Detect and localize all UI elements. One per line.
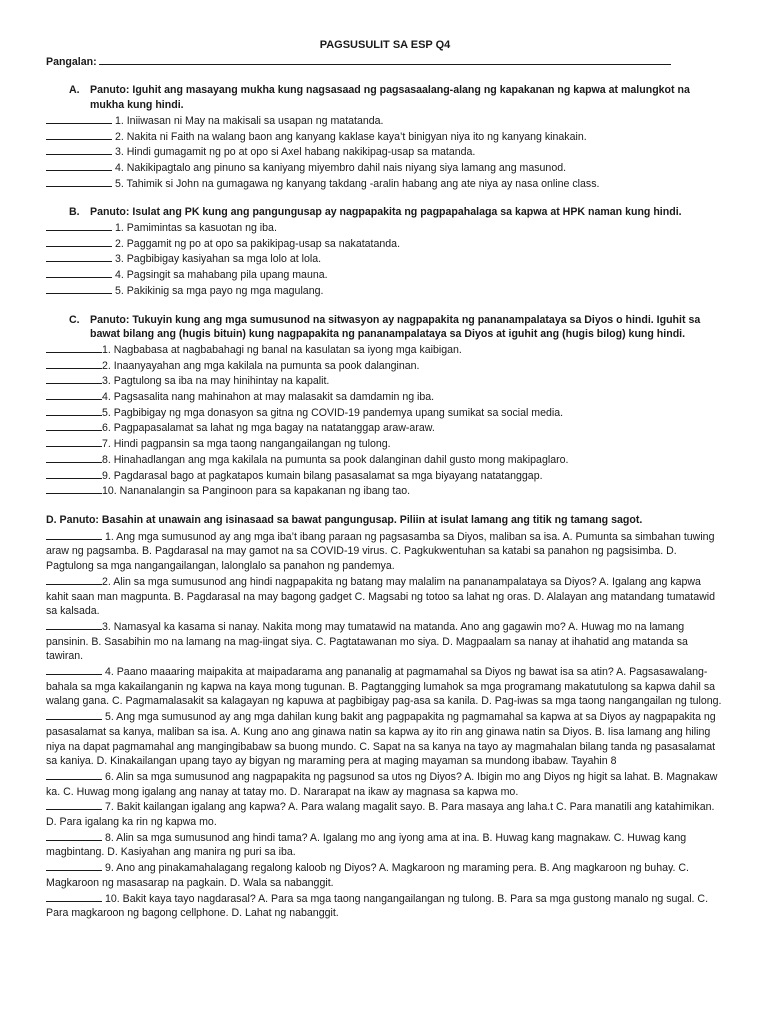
answer-blank[interactable] xyxy=(46,664,102,675)
answer-blank[interactable] xyxy=(46,144,112,155)
section-d-instruction: D. Panuto: Basahin at unawain ang isinasaad sa bawat pangungusap. Piliin at isulat lamang ang titik ng tamang sagot. xyxy=(46,513,643,526)
answer-blank[interactable] xyxy=(46,799,102,810)
answer-blank[interactable] xyxy=(46,283,112,294)
answer-blank[interactable] xyxy=(46,619,102,630)
answer-blank[interactable] xyxy=(46,160,112,171)
section-b-letter: B. xyxy=(69,206,80,219)
list-item: 9. Pagdarasal bago at pagkatapos kumain bilang pasasalamat sa mga biyayang natatanggap. xyxy=(46,468,726,484)
list-item: 10. Nananalangin sa Panginoon para sa kapakanan ng ibang tao. xyxy=(46,483,726,499)
question-item: 10. Bakit kaya tayo nagdarasal? A. Para sa mga taong nangangailangan ng tulong. B. Para sa mga gustong manalo ng sugal. C. Para magkaroon ng bagong cellphone. D. Lahat ng nabanggit. xyxy=(46,892,709,920)
page-title: PAGSUSULIT SA ESP Q4 xyxy=(319,39,451,51)
answer-blank[interactable] xyxy=(46,405,102,416)
answer-blank[interactable] xyxy=(46,483,102,494)
answer-blank[interactable] xyxy=(46,420,102,431)
question-item: 1. Ang mga sumusunod ay ang mga iba’t ibang paraan ng pagsasamba sa Diyos, maliban sa isa. A. Pumunta sa simbahan tuwing araw ng pagsamba. B. Pagdarasal na may gamot na sa COVID-19 virus. C. Pagkukwentuhan sa katabi sa panahon ng pagsisimba. D. Pagtulong sa mga nangangailangan, lalonglalo sa panahon ng pandemya. xyxy=(46,530,715,573)
answer-blank[interactable] xyxy=(46,436,102,447)
list-item: 4. Pagsingit sa mahabang pila upang mauna. xyxy=(46,267,726,283)
section-a-letter: A. xyxy=(69,84,80,97)
question-item: 6. Alin sa mga sumusunod ang nagpapakita ng pagsunod sa utos ng Diyos? A. Ibigin mo ang Diyos ng higit sa lahat. B. Magnakaw ka. C. Huwag mong igalang ang nanay at tatay mo. D. Nararapat na ikaw ay magnasa sa kapwa mo. xyxy=(46,770,718,798)
answer-blank[interactable] xyxy=(46,267,112,278)
answer-blank[interactable] xyxy=(46,830,102,841)
answer-blank[interactable] xyxy=(46,251,112,262)
section-a-instruction-text: Panuto: Iguhit ang masayang mukha kung nagsasaad ng pagsasaalang-alang ng kapakanan ng kapwa at malungkot na mukha kung hindi. xyxy=(90,84,690,112)
section-d xyxy=(46,513,726,921)
answer-blank[interactable] xyxy=(46,891,102,902)
list-item: 3. Pagtulong sa iba na may hinihintay na kapalit. xyxy=(46,373,726,389)
answer-blank[interactable] xyxy=(46,113,112,124)
list-item: 4. Pagsasalita nang mahinahon at may malasakit sa damdamin ng iba. xyxy=(46,389,726,405)
section-c-instruction xyxy=(46,313,726,342)
question-item: 2. Alin sa mga sumusunod ang hindi nagpapakita ng batang may malalim na pananampalataya sa Diyos? A. Igalang ang kapwa kahit saan man magpunta. B. Pagdarasal na may bagong gadget C. Magsabi ng totoo sa lahat ng oras. D. Alalayan ang matandang tumatawid sa kalsada. xyxy=(46,575,716,618)
list-item: 6. Pagpapasalamat sa lahat ng mga bagay na natatanggap araw-araw. xyxy=(46,420,726,436)
list-item: 1. Iniiwasan ni May na makisali sa usapan ng matatanda. xyxy=(46,113,726,129)
answer-blank[interactable] xyxy=(46,769,102,780)
name-blank-line[interactable] xyxy=(99,54,671,65)
section-a-instruction xyxy=(46,83,726,112)
answer-blank[interactable] xyxy=(46,389,102,400)
question-item: 4. Paano maaaring maipakita at maipadarama ang pananalig at pagmamahal sa Diyos ng bawat isa sa atin? A. Pagsasawalang-bahala sa mga kakailanganin ng kapwa na kaya mong tugunan. B. Pagtangging lumahok sa mga programang makatutulong sa kapwa dahil sa walang gana. C. Pagmamalasakit sa kalagayan ng kapuwa at pagbibigay pag-asa sa kanila. D. Pag-iwas sa mga taong nangangailan ng tulong. xyxy=(46,666,722,708)
section-a xyxy=(46,83,726,191)
answer-blank[interactable] xyxy=(46,468,102,479)
section-c-letter: C. xyxy=(69,313,80,326)
list-item: 2. Nakita ni Faith na walang baon ang kanyang kaklase kaya’t binigyan niya ito ng kanyang kinakain. xyxy=(46,129,726,145)
section-b-instruction-text: Panuto: Isulat ang PK kung ang pangungusap ay nagpapakita ng pagpapahalaga sa kapwa at HPK naman kung hindi. xyxy=(90,206,682,219)
answer-blank[interactable] xyxy=(46,236,112,247)
answer-blank[interactable] xyxy=(46,373,102,384)
section-c-instruction-text: Panuto: Tukuyin kung ang mga sumusunod na sitwasyon ay nagpapakita ng pananampalataya sa Diyos o hindi. Iguhit sa bawat bilang ang (hugis bituin) kung nagpapakita ng pananampalataya sa Diyos at iguhit ang (hugis bilog) kung hindi. xyxy=(90,313,701,341)
list-item: 3. Hindi gumagamit ng po at opo si Axel habang nakikipag-usap sa matanda. xyxy=(46,144,726,160)
answer-blank[interactable] xyxy=(46,860,102,871)
list-item: 4. Nakikipagtalo ang pinuno sa kaniyang miyembro dahil nais niyang siya lamang ang masunod. xyxy=(46,160,726,176)
section-b xyxy=(46,205,726,298)
section-b-instruction xyxy=(46,205,726,220)
answer-blank[interactable] xyxy=(46,176,112,187)
list-item: 5. Pakikinig sa mga payo ng mga magulang. xyxy=(46,283,726,299)
list-item: 1. Pamimintas sa kasuotan ng iba. xyxy=(46,220,726,236)
answer-blank[interactable] xyxy=(46,452,102,463)
question-item: 8. Alin sa mga sumusunod ang hindi tama? A. Igalang mo ang iyong ama at ina. B. Huwag kang magnakaw. C. Huwag kang magbintang. D. Kasiyahan ang manira ng puri sa iba. xyxy=(46,831,687,859)
answer-blank[interactable] xyxy=(46,220,112,231)
list-item: 3. Pagbibigay kasiyahan sa mga lolo at lola. xyxy=(46,251,726,267)
question-item: 9. Ano ang pinakamahalagang regalong kaloob ng Diyos? A. Magkaroon ng maraming pera. B. Ang magkaroon ng buhay. C. Magkaroon ng masasarap na pagkain. D. Wala sa nabanggit. xyxy=(46,862,689,889)
list-item: 7. Hindi pagpansin sa mga taong nangangailangan ng tulong. xyxy=(46,436,726,452)
name-field-row xyxy=(46,54,726,70)
list-item: 5. Pagbibigay ng mga donasyon sa gitna ng COVID-19 pandemya upang sumikat sa social media. xyxy=(46,405,726,421)
list-item: 2. Inaanyayahan ang mga kakilala na pumunta sa pook dalanginan. xyxy=(46,358,726,374)
section-c xyxy=(46,313,726,499)
list-item: 8. Hinahadlangan ang mga kakilala na pumunta sa pook dalanginan dahil gusto mong makipaglaro. xyxy=(46,452,726,468)
list-item: 2. Paggamit ng po at opo sa pakikipag-usap sa nakatatanda. xyxy=(46,236,726,252)
answer-blank[interactable] xyxy=(46,574,102,585)
quiz-page xyxy=(46,38,726,935)
question-item: 3. Namasyal ka kasama si nanay. Nakita mong may tumatawid na matanda. Ano ang gagawin mo? A. Huwag mo na lamang pansinin. B. Sasabihin mo na lamang na mag-iingat siya. C. Pagtatawanan mo siya. D. Magpaalam sa nanay at ihahatid ang matanda sa tawiran. xyxy=(46,620,688,663)
question-item: 5. Ang mga sumusunod ay ang mga dahilan kung bakit ang pagpapakita ng pagmamahal sa kapwa at sa Diyos ay nagpapakita ng pasasalamat sa kanya, maliban sa isa. A. Kung ano ang ginawa natin sa kapwa ay ito rin ang ginawa natin sa Diyos. B. Iisa lamang ang hiling niya na dapat pagmamahal ang mangingibabaw sa buong mundo. C. Sapat na sa kanya na tayo ay magmahalan bilang tanda ng pasasalamat sa kaniya. D. Kinakailangan upang tayo ay bigyan ng maraming pera at maging mayaman sa mundong ibabaw. Tayahin 8 xyxy=(46,711,716,768)
answer-blank[interactable] xyxy=(46,709,102,720)
answer-blank[interactable] xyxy=(46,342,102,353)
answer-blank[interactable] xyxy=(46,358,102,369)
answer-blank[interactable] xyxy=(46,529,102,540)
answer-blank[interactable] xyxy=(46,129,112,140)
name-label: Pangalan: xyxy=(46,55,97,68)
list-item: 5. Tahimik si John na gumagawa ng kanyang takdang -aralin habang ang ate niya ay nasa online class. xyxy=(46,176,726,192)
list-item: 1. Nagbabasa at nagbabahagi ng banal na kasulatan sa iyong mga kaibigan. xyxy=(46,342,726,358)
question-item: 7. Bakit kailangan igalang ang kapwa? A. Para walang magalit sayo. B. Para masaya ang laha.t C. Para manatili ang katahimikan. D. Para igalang ka rin ng kapwa mo. xyxy=(46,801,715,829)
